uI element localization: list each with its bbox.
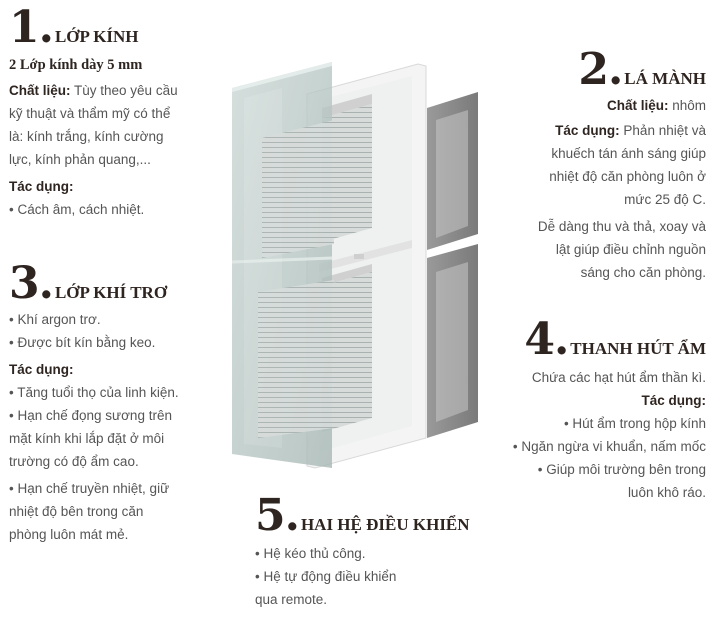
section-4-heading: [476, 314, 706, 365]
section-4-title: THANH HÚT ẨM: [570, 339, 706, 358]
section-3-effect-3b: nhiệt độ bên trong căn: [9, 504, 144, 519]
section-1-effect-label: Tác dụng:: [9, 179, 74, 194]
section-control-systems: [255, 490, 495, 611]
section-1-subtitle: 2 Lớp kính dày 5 mm: [9, 57, 143, 73]
section-2-effect-line: [466, 119, 706, 142]
section-1-material-label: Chất liệu:: [9, 83, 71, 98]
section-4-effect-3b: luôn khô ráo.: [627, 485, 706, 500]
section-3-item-1: • Khí argon trơ.: [9, 312, 101, 327]
section-2-title: LÁ MÀNH: [624, 69, 706, 88]
section-2-extra-3: sáng cho căn phòng.: [580, 265, 706, 280]
section-5-number: 5.: [255, 490, 299, 541]
section-3-number: 3.: [9, 258, 53, 309]
section-1-effect-item: • Cách âm, cách nhiệt.: [9, 202, 145, 217]
section-4-effect-3a: • Giúp môi trường bên trong: [537, 462, 706, 477]
section-glass-layer: [9, 2, 219, 221]
section-4-intro: Chứa các hạt hút ẩm thần kì.: [531, 370, 706, 385]
section-3-effect-3a: • Hạn chế truyền nhiệt, giữ: [9, 481, 170, 496]
section-2-effect-text-2: khuếch tán ánh sáng giúp: [551, 146, 706, 161]
section-3-effect-2c: trường có độ ẩm cao.: [9, 454, 139, 469]
section-2-effect-label: Tác dụng:: [555, 123, 620, 138]
section-3-effect-2b: mặt kính khi lắp đặt ở môi: [9, 431, 165, 446]
section-1-material-text-4: lực, kính phản quang,...: [9, 152, 151, 167]
section-blind-slats: [466, 44, 706, 284]
section-1-heading: [9, 2, 219, 53]
section-1-material-line: [9, 79, 219, 102]
section-2-material-text: nhôm: [668, 98, 706, 113]
window-exploded-illustration: [222, 58, 484, 478]
section-2-effect-text-3: nhiệt độ căn phòng luôn ở: [549, 169, 706, 184]
section-3-heading: [9, 258, 224, 309]
back-glass-panel: [427, 92, 478, 438]
section-2-material-label: Chất liệu:: [606, 98, 669, 113]
section-4-effect-label: Tác dụng:: [641, 393, 706, 408]
section-5-heading: [255, 490, 495, 541]
section-2-number: 2.: [578, 44, 623, 95]
section-1-material-text: Tùy theo yêu cầu: [70, 83, 178, 98]
section-4-number: 4.: [524, 314, 569, 365]
section-3-title: LỚP KHÍ TRƠ: [54, 283, 168, 302]
section-3-effect-label: Tác dụng:: [9, 362, 74, 377]
section-2-extra-2: lật giúp điều chỉnh nguồn: [555, 242, 706, 257]
section-5-item-2b: qua remote.: [255, 592, 328, 607]
section-2-extra-1: Dễ dàng thu và thả, xoay và: [537, 219, 706, 234]
section-1-title: LỚP KÍNH: [54, 27, 139, 46]
section-5-title: HAI HỆ ĐIỀU KHIỂN: [300, 515, 470, 534]
section-1-material-text-2: kỹ thuật và thẩm mỹ có thể: [9, 106, 171, 121]
section-3-effect-3c: phòng luôn mát mẻ.: [9, 527, 129, 542]
section-2-heading: [466, 44, 706, 95]
section-desiccant-bar: [476, 314, 706, 504]
section-2-material-line: [466, 94, 706, 117]
section-1-number: 1.: [9, 2, 53, 53]
section-3-item-2: • Được bít kín bằng keo.: [9, 335, 156, 350]
section-5-item-2a: • Hệ tự động điều khiển: [255, 569, 397, 584]
section-inert-gas: [9, 258, 224, 546]
section-4-effect-1: • Hút ẩm trong hộp kính: [563, 416, 706, 431]
section-2-effect-text-4: mức 25 độ C.: [624, 192, 706, 207]
section-3-effect-1: • Tăng tuổi thọ của linh kiện.: [9, 385, 179, 400]
control-handle-icon: [354, 254, 364, 259]
section-5-item-1: • Hệ kéo thủ công.: [255, 546, 366, 561]
section-1-material-text-3: là: kính trắng, kính cường: [9, 129, 164, 144]
section-3-effect-2a: • Hạn chế đọng sương trên: [9, 408, 172, 423]
section-4-effect-2: • Ngăn ngừa vi khuẩn, nấm mốc: [512, 439, 706, 454]
section-2-effect-text: Phản nhiệt và: [619, 123, 706, 138]
